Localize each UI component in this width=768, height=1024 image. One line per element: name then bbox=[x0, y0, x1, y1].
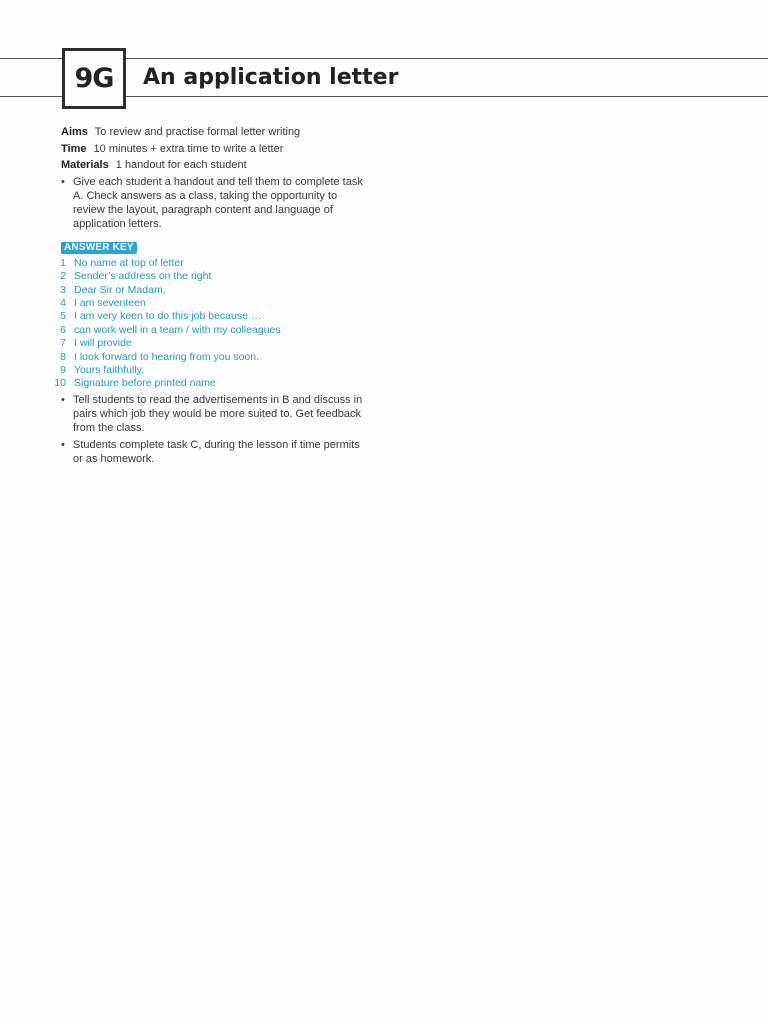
instruction-text: Tell students to read the advertisements in B and discuss in pairs which job they would be more suited to. Get feedback from the class. bbox=[73, 393, 363, 434]
time-line bbox=[61, 142, 371, 156]
answer-number: 10 bbox=[54, 377, 66, 390]
answer-item bbox=[52, 297, 371, 310]
answer-number: 3 bbox=[60, 283, 66, 296]
instruction-item bbox=[61, 438, 371, 466]
answer-text: Yours faithfully, bbox=[74, 364, 145, 377]
unit-number: 9G bbox=[74, 63, 114, 94]
answer-text: I am very keen to do this job because … bbox=[74, 310, 262, 323]
answer-text: I look forward to hearing from you soon. bbox=[74, 350, 260, 363]
aims-label: Aims bbox=[61, 126, 88, 138]
answer-text: can work well in a team / with my colleagues bbox=[74, 323, 281, 336]
answer-item bbox=[52, 364, 371, 377]
page-title: An application letter bbox=[143, 65, 399, 90]
bullet-icon: • bbox=[61, 393, 65, 406]
answer-item bbox=[52, 284, 371, 297]
answer-number: 7 bbox=[60, 337, 66, 350]
aims-line bbox=[61, 125, 371, 139]
answer-number: 2 bbox=[60, 270, 66, 283]
bullet-icon: • bbox=[61, 175, 65, 188]
time-text: 10 minutes + extra time to write a letter bbox=[93, 142, 284, 155]
answer-text: Sender’s address on the right bbox=[74, 270, 212, 283]
time-label: Time bbox=[61, 142, 87, 155]
answer-item bbox=[52, 377, 371, 390]
instructions-before-list bbox=[61, 175, 371, 231]
answer-key-section bbox=[54, 231, 371, 391]
materials-label: Materials bbox=[61, 159, 109, 172]
materials-text: 1 handout for each student bbox=[115, 159, 247, 172]
answer-item bbox=[52, 270, 371, 283]
answer-number: 5 bbox=[60, 310, 66, 323]
answer-item bbox=[52, 310, 371, 323]
answer-item bbox=[52, 351, 371, 364]
answer-text: Dear Sir or Madam, bbox=[74, 283, 166, 296]
answer-item bbox=[52, 337, 371, 350]
answer-key-badge: ANSWER KEY bbox=[61, 242, 137, 254]
answer-number: 1 bbox=[60, 256, 66, 269]
unit-number-box bbox=[62, 48, 126, 109]
answer-number: 8 bbox=[60, 350, 66, 363]
answer-text: No name at top of letter bbox=[74, 256, 184, 269]
answer-number: 9 bbox=[60, 364, 66, 377]
answer-text: I am seventeen bbox=[74, 297, 146, 309]
answer-text: Signature before printed name bbox=[74, 377, 216, 390]
answer-item bbox=[52, 324, 371, 337]
answer-number: 6 bbox=[60, 323, 66, 336]
materials-line bbox=[61, 158, 371, 172]
instruction-text: Students complete task C, during the lesson if time permits or as homework. bbox=[73, 438, 360, 465]
answer-text: I will provide bbox=[74, 337, 132, 350]
instruction-text: Give each student a handout and tell them to complete task A. Check answers as a class, taking the opportunity to review the layout, paragraph content and language of application letters. bbox=[73, 175, 363, 230]
bullet-icon: • bbox=[61, 438, 65, 451]
instruction-item bbox=[61, 175, 371, 231]
answer-number: 4 bbox=[60, 297, 66, 309]
aims-text: To review and practise formal letter writing bbox=[94, 126, 301, 138]
answer-key-list bbox=[52, 257, 371, 391]
answer-item bbox=[52, 257, 371, 270]
lesson-notes bbox=[54, 125, 371, 469]
instruction-item bbox=[61, 393, 371, 435]
instructions-after-list bbox=[61, 393, 371, 466]
